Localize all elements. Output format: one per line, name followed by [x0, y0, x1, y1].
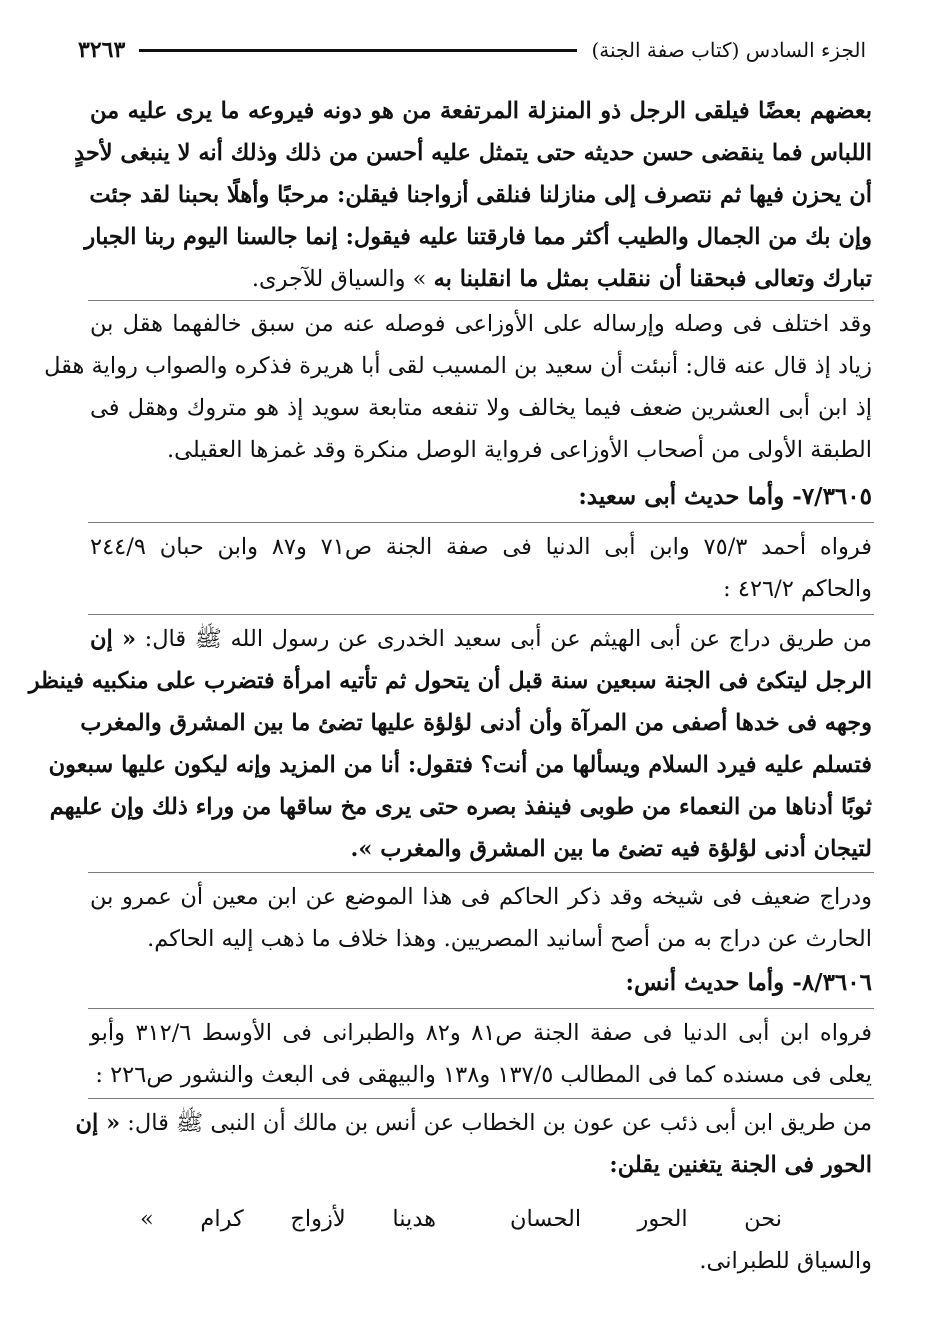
- text-line: الطبقة الأولى من أصحاب الأوزاعى فرواية الوصل منكرة وقد غمزها العقيلى.: [166, 437, 872, 463]
- quote-attribution: » والسياق للآجرى.: [251, 266, 434, 292]
- paragraph-rule: [88, 522, 874, 523]
- quote-open: « إن: [90, 626, 137, 652]
- text-line: زياد إذ قال عنه قال: أنبئت أن سعيد بن المسيب لقى أبا هريرة فذكره والصواب رواية هقل: [44, 353, 872, 379]
- chain-text: من طريق ابن أبى ذئب عن عون بن الخطاب عن أنس بن مالك أن النبى ﷺ قال:: [120, 1110, 872, 1136]
- text-line: بعضهم بعضًا فيلقى الرجل ذو المنزلة المرتفعة من هو دونه فيروعه ما يرى عليه من: [90, 98, 872, 124]
- paragraph-rule: [88, 300, 874, 301]
- paragraph-rule: [88, 1098, 874, 1099]
- quote-open: « إن: [75, 1110, 121, 1136]
- text-line: ودراج ضعيف فى شيخه وقد ذكر الحاكم فى هذا الموضع عن ابن معين أن عمرو بن: [90, 884, 872, 910]
- text-line: لتيجان أدنى لؤلؤة فيه تضئ ما بين المشرق والمغرب ».: [350, 836, 872, 862]
- text-line: [90, 258, 872, 300]
- text-line: فرواه ابن أبى الدنيا فى صفة الجنة ص٨١ و٨٢ والطبرانى فى الأوسط ٣١٢/٦ وأبو: [90, 1020, 872, 1046]
- text-line: ثوبًا أدناها من النعماء من طوبى فينفذ بصره حتى يرى مخ ساقها من وراء ذلك وإن عليهم: [49, 794, 872, 820]
- verse-first-hemistich: نحن الحور الحسان: [510, 1206, 782, 1232]
- section-heading: ٨/٣٦٠٦- وأما حديث أنس:: [625, 969, 872, 996]
- verse-second-hemistich: هدينا لأزواج كرام »: [140, 1206, 436, 1232]
- text-line: يعلى فى مسنده كما فى المطالب ١٣٧/٥ و١٣٨ والبيهقى فى البعث والنشور ص٢٢٦ :: [95, 1062, 872, 1088]
- text-line: وإن بك من الجمال والطيب أكثر مما فارقتنا عليه فيقول: إنما جالسنا اليوم ربنا الجبار: [84, 224, 872, 250]
- text-line: والحاكم ٤٢٦/٢ :: [723, 576, 872, 602]
- text-line: فتسلم عليه فيرد السلام ويسألها من أنت؟ فتقول: أنا من المزيد وإنه ليكون عليها سبعون: [48, 752, 872, 778]
- text-line: الحور فى الجنة يتغنين يقلن:: [609, 1152, 872, 1178]
- text-line: وجهه فى خدها أصفى من المرآة وأن أدنى لؤلؤة عليها تضئ ما بين المشرق والمغرب: [80, 710, 872, 736]
- text-line: فرواه أحمد ٧٥/٣ وابن أبى الدنيا فى صفة الجنة ص٧١ و٨٧ وابن حبان ٢٤٤/٩: [90, 534, 872, 560]
- quote-text: تبارك وتعالى فبحقنا أن ننقلب بمثل ما انقلبنا به: [433, 266, 872, 292]
- section-heading: ٧/٣٦٠٥- وأما حديث أبى سعيد:: [578, 483, 872, 510]
- header-rule: [139, 49, 577, 52]
- text-line: الحارث عن دراج به من أصح أسانيد المصريين. وهذا خلاف ما ذهب إليه الحاكم.: [147, 926, 872, 952]
- paragraph-rule: [88, 872, 874, 873]
- text-line: الرجل ليتكئ فى الجنة سبعين سنة قبل أن يتحول ثم تأتيه امرأة فتضرب على منكبيه فينظر: [28, 668, 872, 694]
- running-title: الجزء السادس (كتاب صفة الجنة): [591, 38, 866, 62]
- text-line: أن يحزن فيها ثم نتصرف إلى منازلنا فنلقى أزواجنا فيقلن: مرحبًا وأهلًا بحبنا لقد جئت: [89, 182, 872, 208]
- text-line: اللباس فما ينقضى حسن حديثه حتى يتمثل عليه أحسن من ذلك وذلك أنه لا ينبغى لأحدٍ: [74, 140, 872, 166]
- text-line: [90, 618, 872, 660]
- paragraph-rule: [88, 1008, 874, 1009]
- page-number: ٣٢٦٣: [78, 37, 126, 63]
- text-line: وقد اختلف فى وصله وإرساله على الأوزاعى فوصله عنه من سبق خالفهما هقل بن: [90, 311, 872, 337]
- text-line: إذ ابن أبى العشرين ضعف فيما يخالف ولا تنفعه متابعة سويد إذ هو متروك وهقل فى: [90, 395, 872, 421]
- chain-text: من طريق دراج عن أبى الهيثم عن أبى سعيد الخدرى عن رسول الله ﷺ قال:: [136, 626, 873, 652]
- page-header: [78, 32, 866, 68]
- text-line: والسياق للطبرانى.: [699, 1248, 872, 1274]
- text-line: [75, 1102, 872, 1144]
- paragraph-rule: [88, 614, 874, 615]
